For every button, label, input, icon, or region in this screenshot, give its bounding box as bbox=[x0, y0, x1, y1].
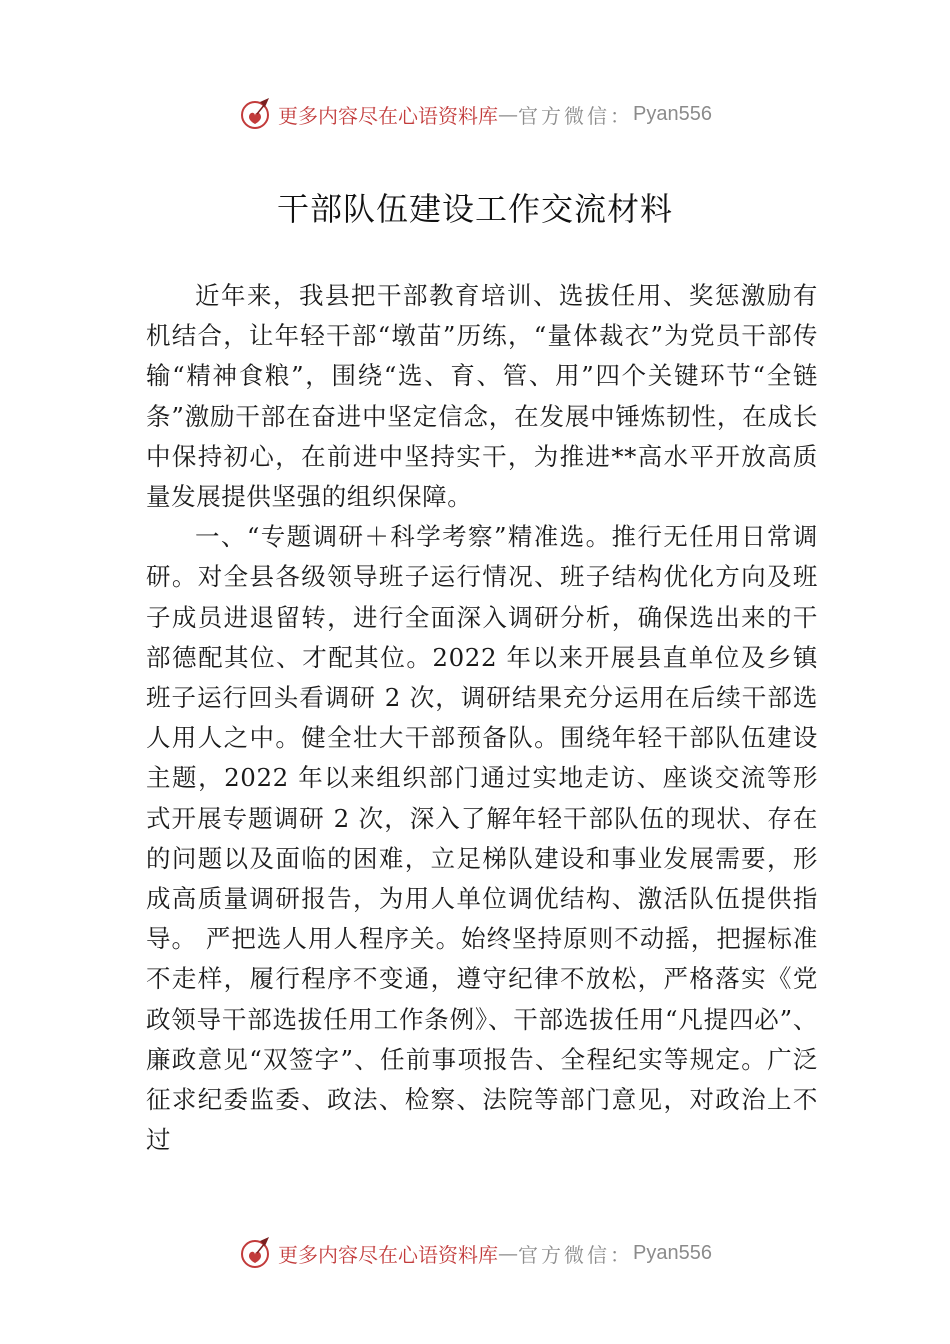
document-title: 干部队伍建设工作交流材料 bbox=[276, 190, 673, 228]
header-watermark bbox=[0, 94, 950, 134]
watermark-brand: 更多内容尽在心语资料库 bbox=[278, 103, 499, 128]
paragraph-intro: 近年来，我县把干部教育培训、选拔任用、奖惩激励有机结合，让年轻干部“墩苗”历练，“量体裁衣”为党员干部传输“精神食粮”，围绕“选、育、管、用”四个关键环节“全链条”激励干部在奋进中坚定信念，在发展中锤炼韧性，在成长中保持初心，在前进中坚持实干，为推进**高水平开放高质量发展提供坚强的组织保障。 bbox=[146, 281, 818, 512]
watermark-official-label: 官方微信： bbox=[518, 1242, 634, 1267]
footer-watermark bbox=[0, 1233, 950, 1273]
watermark-wechat-id: Pyan556 bbox=[633, 1241, 712, 1264]
paragraph-section-one: 一、“专题调研＋科学考察”精准选。推行无任用日常调研。对全县各级领导班子运行情况、班子结构优化方向及班子成员进退留转，进行全面深入调研分析，确保选出来的干部德配其位、才配其位。2022 年以来开展县直单位及乡镇班子运行回头看调研 2 次，调研结果充分运用在后续干部选人用人之中。健全壮大干部预备队。围绕年轻干部队伍建设主题，2022 年以来组织部门通过实地走访、座谈交流等形式开展专题调研 2 次，深入了解年轻干部队伍的现状、存在的问题以及面临的困难，立足梯队建设和事业发展需要，形成高质量调研报告，为用人单位调优结构、激活队伍提供指导。 严把选人用人程序关。始终坚持原则不动摇，把握标准不走样，履行程序不变通，遵守纪律不放松，严格落实《党政领导干部选拔任用工作条例》、干部选拔任用“凡提四必”、廉政意见“双签字”、任前事项报告、全程纪实等规定。广泛征求纪委监委、政法、检察、法院等部门意见，对政治上不过 bbox=[146, 522, 818, 1155]
watermark-separator: — bbox=[498, 102, 519, 126]
watermark-official-label: 官方微信： bbox=[518, 103, 634, 128]
watermark-brand: 更多内容尽在心语资料库 bbox=[278, 1242, 499, 1267]
quill-heart-icon bbox=[238, 96, 274, 132]
quill-heart-icon bbox=[238, 1235, 274, 1271]
document-body bbox=[146, 276, 818, 1160]
watermark-separator: — bbox=[498, 1241, 519, 1265]
watermark-wechat-id: Pyan556 bbox=[633, 102, 712, 125]
